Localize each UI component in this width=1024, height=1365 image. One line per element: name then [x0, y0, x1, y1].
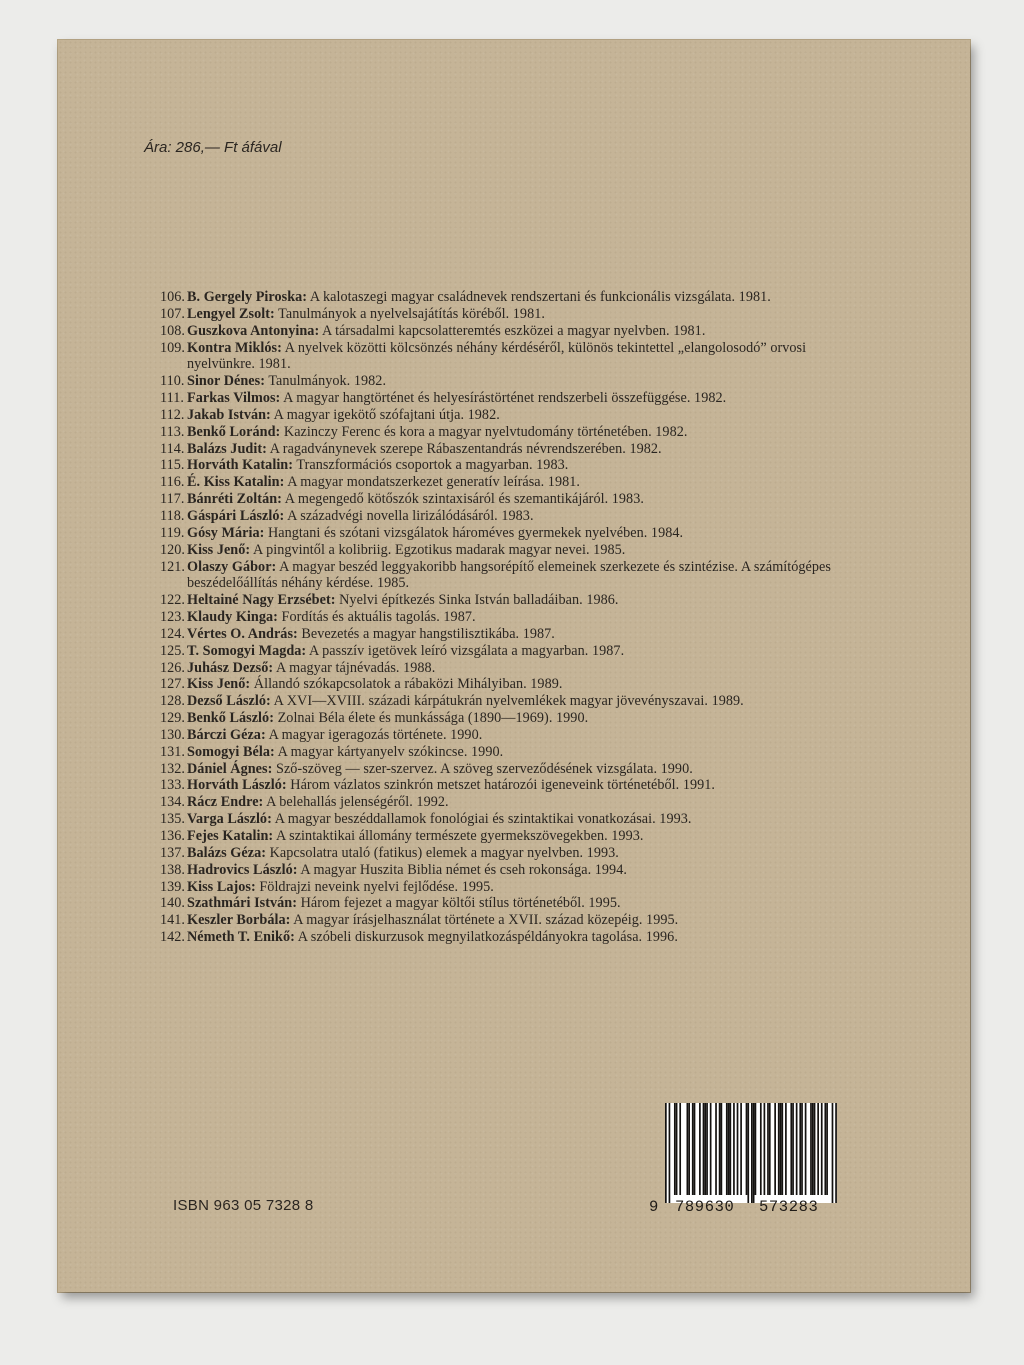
entry-text	[187, 373, 840, 390]
barcode-bar	[706, 1103, 708, 1195]
entry-number: 139.	[160, 878, 186, 895]
entry-title: Zolnai Béla élete és munkássága (1890—1969). 1990.	[277, 710, 589, 727]
barcode-bar	[753, 1103, 755, 1203]
entry-number: 130.	[160, 726, 186, 743]
series-entry	[160, 373, 840, 390]
barcode-bar	[751, 1103, 753, 1203]
barcode-bar	[733, 1103, 735, 1195]
entry-title: A kalotaszegi magyar családnevek rendszertani és funkcionális vizsgálata. 1981.	[309, 289, 771, 305]
entry-number: 122.	[160, 592, 186, 609]
barcode-bar	[812, 1103, 814, 1195]
series-entry	[160, 879, 840, 896]
entry-number: 126.	[160, 659, 186, 676]
entry-number: 141.	[160, 912, 186, 929]
series-entry	[160, 542, 840, 559]
entry-text	[187, 794, 840, 811]
series-entry	[160, 491, 840, 508]
series-entry	[160, 777, 840, 794]
entry-number: 136.	[160, 828, 186, 844]
barcode-bar	[826, 1103, 828, 1195]
series-entry	[160, 474, 840, 491]
barcode-bar	[810, 1103, 812, 1195]
entry-title: A belehallás jelenségéről. 1992.	[266, 794, 449, 811]
series-entry	[160, 761, 840, 778]
barcode-bar	[699, 1103, 701, 1195]
entry-number: 109.	[160, 339, 186, 356]
barcode-bar	[774, 1103, 776, 1195]
price-label: Ára: 286,— Ft áfával	[144, 139, 282, 156]
series-entry	[160, 441, 840, 458]
entry-number: 110.	[160, 373, 185, 390]
entry-text	[187, 862, 840, 879]
barcode-right-digits: 573283	[759, 1198, 819, 1216]
series-entry	[160, 744, 840, 761]
series-entry	[160, 660, 840, 677]
entry-author: Kontra Miklós:	[187, 339, 282, 356]
entry-author: Fejes Katalin:	[187, 828, 274, 844]
entry-title: A szóbeli diskurzusok megnyilatkozáspéldányokra tagolása. 1996.	[297, 929, 678, 946]
entry-text	[187, 592, 840, 609]
entry-text	[187, 811, 840, 828]
entry-text	[187, 407, 840, 424]
entry-title: Három vázlatos szinkrón metszet határozói igeneveink történetéből. 1991.	[290, 777, 716, 794]
entry-title: A pingvintől a kolibriig. Egzotikus madarak magyar nevei. 1985.	[253, 541, 626, 558]
entry-number: 128.	[160, 693, 186, 710]
entry-title: Hangtani és szótani vizsgálatok hároméves gyermekek nyelvében. 1984.	[268, 524, 684, 541]
series-entry	[160, 457, 840, 474]
barcode-bar	[703, 1103, 705, 1195]
entry-number: 121.	[160, 558, 186, 575]
entry-author: Keszler Borbála:	[187, 912, 291, 929]
entry-number: 124.	[160, 625, 186, 642]
entry-title: A magyar írásjelhasználat története a XVII. század közepéig. 1995.	[293, 912, 679, 929]
entry-author: Lengyel Zsolt:	[187, 305, 275, 322]
entry-text	[187, 390, 840, 407]
barcode-bar	[821, 1103, 823, 1195]
entry-author: T. Somogyi Magda:	[187, 642, 307, 659]
barcode-bar	[679, 1103, 681, 1195]
entry-author: Sinor Dénes:	[187, 373, 265, 390]
entry-author: Kiss Jenő:	[187, 676, 251, 693]
barcode-bar	[719, 1103, 721, 1195]
entry-text	[187, 828, 840, 845]
entry-title: A magyar igekötő szófajtani útja. 1982.	[273, 406, 500, 423]
entry-title: Három fejezet a magyar költői stílus történetéből. 1995.	[300, 895, 621, 912]
entry-author: Heltainé Nagy Erzsébet:	[187, 592, 336, 609]
barcode-bar	[814, 1103, 816, 1195]
entry-text	[187, 441, 840, 458]
series-entry	[160, 676, 840, 693]
barcode-bar	[778, 1103, 780, 1195]
entry-title: A nyelvek közötti kölcsönzés néhány kérdéséről, különös tekintettel „elangolosodó” orvosi nyelvünkre. 1981.	[187, 339, 807, 373]
entry-title: Állandó szókapcsolatok a rábaközi Mihályiban. 1989.	[253, 676, 563, 693]
entry-author: Kiss Jenő:	[187, 541, 251, 558]
barcode-bar	[721, 1103, 723, 1195]
barcode-bar	[704, 1103, 706, 1195]
barcode-bar	[694, 1103, 696, 1195]
entry-title: Tanulmányok. 1982.	[268, 373, 387, 390]
series-entry	[160, 626, 840, 643]
entry-number: 116.	[160, 474, 185, 491]
series-entry	[160, 693, 840, 710]
barcode-bar	[665, 1103, 667, 1203]
entry-number: 125.	[160, 642, 186, 659]
entry-author: Hadrovics László:	[187, 861, 298, 878]
entry-text	[187, 340, 840, 374]
entry-title: A passzív igetövek leíró vizsgálata a magyarban. 1987.	[309, 642, 625, 659]
entry-text	[187, 845, 840, 862]
barcode-bar	[755, 1103, 757, 1195]
entry-title: Fordítás és aktuális tagolás. 1987.	[281, 609, 476, 626]
entry-title: Kazinczy Ferenc és kora a magyar nyelvtudomány történetében. 1982.	[283, 423, 688, 440]
barcode-bars	[665, 1103, 837, 1203]
entry-text	[187, 542, 840, 559]
barcode-bar	[785, 1103, 787, 1195]
entry-text	[187, 710, 840, 727]
barcode-bar	[801, 1103, 803, 1195]
series-entry	[160, 845, 840, 862]
entry-title: A magyar igeragozás története. 1990.	[268, 726, 483, 743]
entry-author: Balázs Judit:	[187, 440, 267, 457]
entry-author: Benkő László:	[187, 710, 274, 727]
barcode-bar	[760, 1103, 762, 1195]
entry-number: 106.	[160, 289, 186, 305]
entry-title: Transzformációs csoportok a magyarban. 1983.	[296, 457, 569, 474]
entry-author: Vértes O. András:	[187, 625, 298, 642]
barcode-bar	[674, 1103, 676, 1195]
entry-text	[187, 693, 840, 710]
entry-text	[187, 660, 840, 677]
entry-author: Benkő Loránd:	[187, 423, 281, 440]
barcode-bar	[792, 1103, 794, 1195]
entry-text	[187, 457, 840, 474]
barcode-bar	[715, 1103, 717, 1195]
series-entry	[160, 306, 840, 323]
barcode-bar	[710, 1103, 712, 1195]
entry-number: 133.	[160, 777, 186, 794]
entry-number: 117.	[160, 491, 185, 508]
entry-number: 132.	[160, 760, 186, 777]
entry-author: Rácz Endre:	[187, 794, 264, 811]
series-entry	[160, 592, 840, 609]
entry-text	[187, 912, 840, 929]
series-entry	[160, 811, 840, 828]
entry-author: Juhász Dezső:	[187, 659, 274, 676]
barcode-bar	[737, 1103, 739, 1195]
barcode-first-digit: 9	[649, 1198, 659, 1216]
entry-number: 119.	[160, 524, 185, 541]
entry-title: A magyar hangtörténet és helyesírástörténet rendszerbeli összefüggése. 1982.	[283, 390, 727, 407]
entry-author: Gósy Mária:	[187, 524, 265, 541]
entry-number: 118.	[160, 507, 185, 524]
entry-number: 134.	[160, 794, 186, 811]
entry-title: A megengedő kötőszók szintaxisáról és szemantikájáról. 1983.	[284, 491, 644, 508]
barcode-bar	[781, 1103, 783, 1195]
barcode-bar	[687, 1103, 689, 1195]
entry-author: Guszkova Antonyina:	[187, 322, 320, 339]
entry-number: 142.	[160, 929, 186, 946]
barcode-bar	[832, 1103, 834, 1203]
entry-text	[187, 306, 840, 323]
series-entry	[160, 525, 840, 542]
entry-text	[187, 643, 840, 660]
entry-title: Nyelvi építkezés Sinka István balladáiban. 1986.	[339, 592, 619, 609]
entry-author: Szathmári István:	[187, 895, 298, 912]
entry-number: 108.	[160, 322, 186, 339]
barcode-bar	[669, 1103, 671, 1203]
entry-author: Kiss Lajos:	[187, 878, 256, 895]
series-entry	[160, 508, 840, 525]
barcode-bar	[824, 1103, 826, 1195]
barcode-bar	[676, 1103, 678, 1195]
barcode	[649, 1085, 847, 1216]
entry-text	[187, 676, 840, 693]
series-entry	[160, 289, 840, 306]
barcode-bar	[730, 1103, 732, 1195]
barcode-bar	[726, 1103, 728, 1195]
barcode-bar	[740, 1103, 742, 1195]
series-entry	[160, 340, 840, 374]
entry-title: Bevezetés a magyar hangstilisztikába. 1987.	[301, 625, 555, 642]
barcode-bar	[692, 1103, 694, 1195]
entry-author: Jakab István:	[187, 406, 271, 423]
barcode-bar	[764, 1103, 766, 1195]
barcode-bar	[805, 1103, 807, 1195]
entry-text	[187, 744, 840, 761]
entry-author: Németh T. Enikő:	[187, 929, 295, 946]
entry-title: A magyar Huszita Biblia német és cseh rokonsága. 1994.	[300, 861, 627, 878]
entry-number: 131.	[160, 743, 186, 760]
entry-number: 107.	[160, 305, 186, 322]
entry-number: 113.	[160, 423, 185, 440]
series-entry	[160, 929, 840, 946]
entry-number: 123.	[160, 609, 186, 626]
entry-text	[187, 474, 840, 491]
entry-author: Balázs Géza:	[187, 844, 267, 861]
entry-text	[187, 508, 840, 525]
entry-text	[187, 895, 840, 912]
entry-number: 129.	[160, 710, 186, 727]
entry-number: 127.	[160, 676, 186, 693]
entry-number: 112.	[160, 406, 185, 423]
entry-text	[187, 929, 840, 946]
series-entry	[160, 559, 840, 593]
entry-text	[187, 626, 840, 643]
barcode-bar	[767, 1103, 769, 1195]
entry-author: Bánréti Zoltán:	[187, 491, 282, 508]
entry-author: Bárczi Géza:	[187, 726, 266, 743]
series-entry	[160, 727, 840, 744]
entry-author: Horváth Katalin:	[187, 457, 294, 474]
entry-number: 140.	[160, 895, 186, 912]
entry-title: A XVI—XVIII. századi kárpátukrán nyelvemlékek magyar jövevényszavai. 1989.	[273, 693, 744, 710]
entry-text	[187, 559, 840, 593]
isbn-label: ISBN 963 05 7328 8	[173, 1197, 314, 1214]
series-entry	[160, 424, 840, 441]
barcode-bar	[728, 1103, 730, 1195]
entry-text	[187, 727, 840, 744]
entry-text	[187, 609, 840, 626]
entry-author: É. Kiss Katalin:	[187, 474, 285, 491]
series-entry	[160, 794, 840, 811]
entry-text	[187, 424, 840, 441]
entry-author: Dezső László:	[187, 693, 271, 710]
series-entry	[160, 643, 840, 660]
entry-text	[187, 777, 840, 794]
barcode-bar	[796, 1103, 798, 1195]
entry-text	[187, 289, 840, 306]
entry-title: A szintaktikai állomány természete gyermekszövegekben. 1993.	[276, 828, 644, 844]
entry-title: A társadalmi kapcsolatteremtés eszközei a magyar nyelvben. 1981.	[322, 322, 706, 339]
series-entry	[160, 323, 840, 340]
series-entry	[160, 390, 840, 407]
entry-number: 135.	[160, 811, 186, 828]
entry-title: A magyar mondatszerkezet generatív leírása. 1981.	[287, 474, 580, 491]
entry-number: 138.	[160, 861, 186, 878]
entry-author: Klaudy Kinga:	[187, 609, 278, 626]
barcode-bar	[769, 1103, 771, 1195]
series-entry	[160, 828, 840, 845]
series-entry	[160, 710, 840, 727]
entry-text	[187, 761, 840, 778]
entry-author: B. Gergely Piroska:	[187, 289, 308, 305]
entry-title: Tanulmányok a nyelvelsajátítás köréből. 1981.	[278, 305, 545, 322]
entry-title: A magyar tájnévadás. 1988.	[276, 659, 436, 676]
entry-author: Dániel Ágnes:	[187, 760, 273, 777]
barcode-bar	[835, 1103, 837, 1203]
series-entry	[160, 862, 840, 879]
entry-title: Földrajzi neveink nyelvi fejlődése. 1995.	[259, 878, 494, 895]
entry-author: Olaszy Gábor:	[187, 558, 277, 575]
entry-author: Farkas Vilmos:	[187, 390, 281, 407]
entry-author: Somogyi Béla:	[187, 743, 275, 760]
entry-text	[187, 491, 840, 508]
series-entry	[160, 912, 840, 929]
entry-text	[187, 525, 840, 542]
entry-number: 114.	[160, 440, 185, 457]
series-entry	[160, 609, 840, 626]
barcode-bar	[790, 1103, 792, 1195]
entry-author: Varga László:	[187, 811, 272, 828]
entry-title: A magyar beszéd leggyakoribb hangsorépítő elemeinek szerkezete és szintézise. A számítógépes beszédelőállítás néhány kérdése. 1985.	[187, 558, 831, 592]
barcode-bar	[780, 1103, 782, 1195]
entry-title: A magyar kártyanyelv szókincse. 1990.	[277, 743, 504, 760]
barcode-bar	[688, 1103, 690, 1195]
entry-title: Kapcsolatra utaló (fatikus) elemek a magyar nyelvben. 1993.	[269, 844, 619, 861]
barcode-bar	[817, 1103, 819, 1195]
entry-text	[187, 879, 840, 896]
barcode-bar	[747, 1103, 749, 1203]
entry-text	[187, 323, 840, 340]
entry-title: Sző-szöveg — szer-szervez. A szöveg szerveződésének vizsgálata. 1990.	[276, 760, 693, 777]
entry-title: A magyar beszéddallamok fonológiai és szintaktikai vonatkozásai. 1993.	[274, 811, 692, 828]
series-entry	[160, 895, 840, 912]
entry-title: A ragadványnevek szerepe Rábaszentandrás névrendszerében. 1982.	[269, 440, 662, 457]
series-entry	[160, 407, 840, 424]
series-list	[160, 289, 840, 946]
entry-number: 120.	[160, 541, 186, 558]
entry-author: Horváth László:	[187, 777, 287, 794]
entry-author: Gáspári László:	[187, 507, 285, 524]
barcode-left-digits: 789630	[675, 1198, 735, 1216]
entry-title: A századvégi novella lirizálódásáról. 1983.	[287, 507, 534, 524]
barcode-bar	[799, 1103, 801, 1195]
entry-number: 115.	[160, 457, 185, 474]
barcode-bar	[746, 1103, 748, 1195]
entry-number: 111.	[160, 390, 184, 407]
entry-number: 137.	[160, 844, 186, 861]
